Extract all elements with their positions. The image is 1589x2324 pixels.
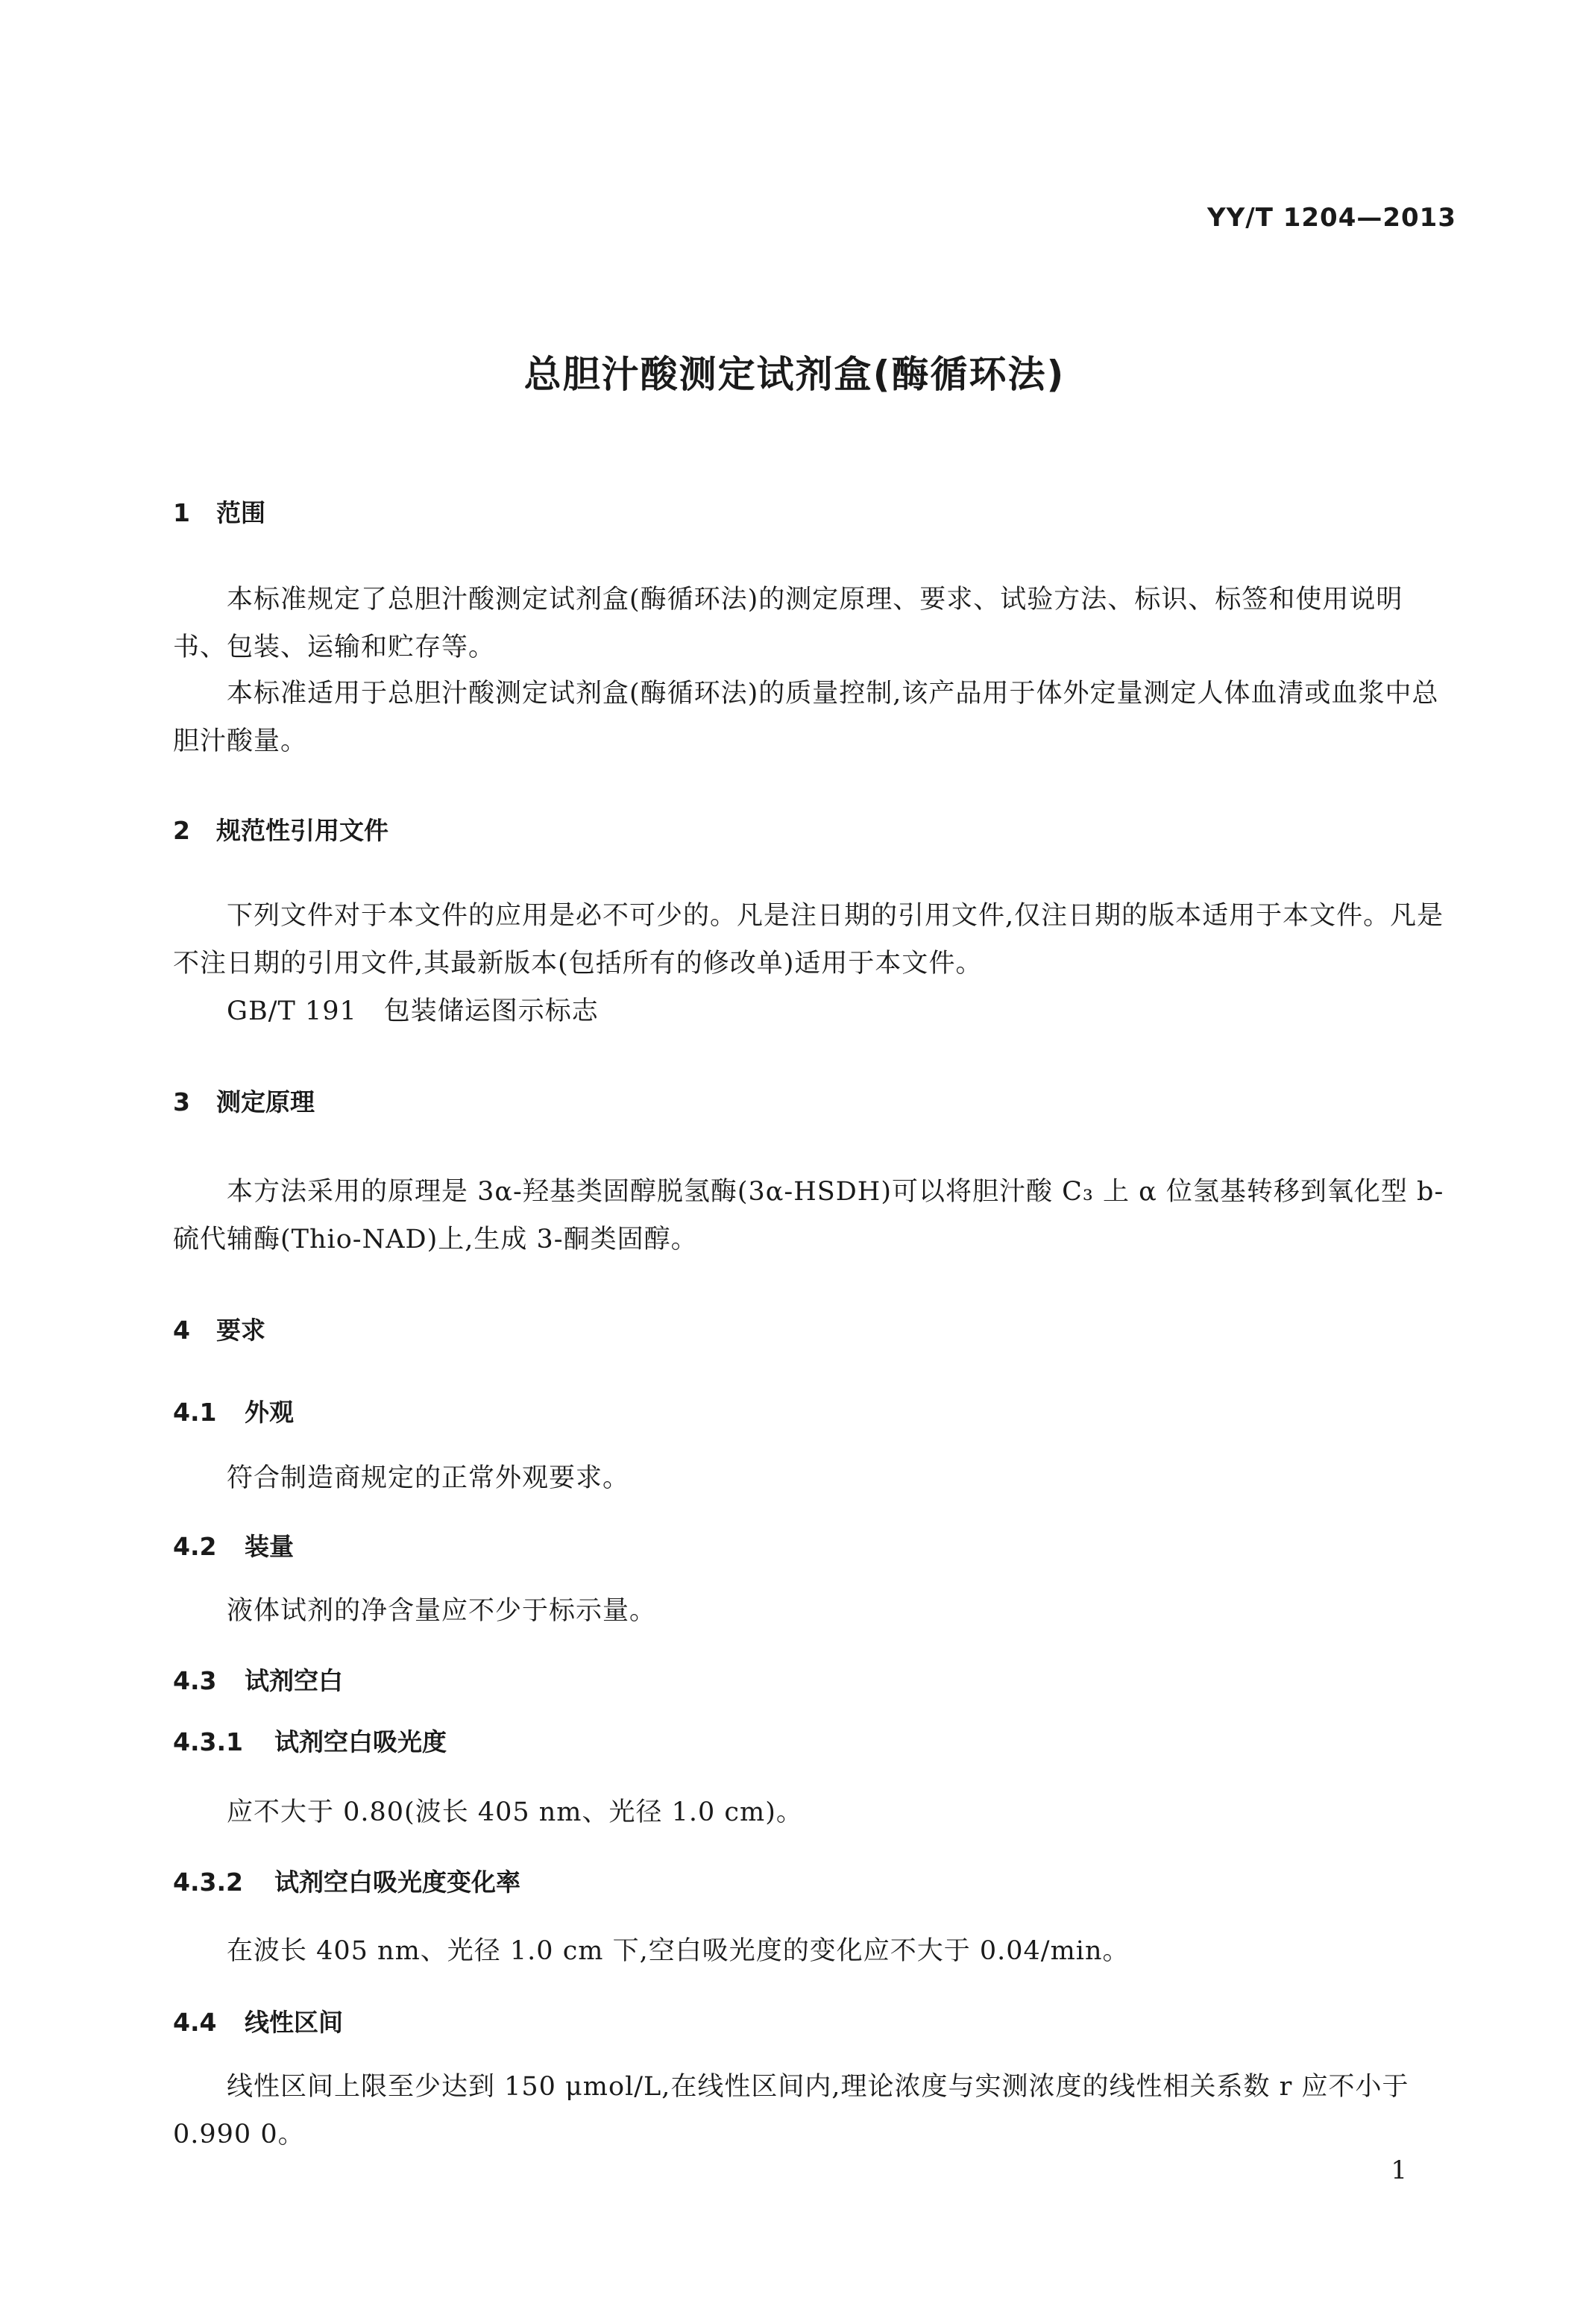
section-title: 试剂空白 bbox=[245, 1666, 343, 1695]
section-heading-4-2 bbox=[173, 1527, 294, 1563]
section-heading-3 bbox=[173, 1083, 315, 1118]
section-title: 要求 bbox=[216, 1316, 265, 1345]
document-title: 总胆汁酸测定试剂盒(酶循环法) bbox=[523, 353, 1066, 396]
section-number: 4.2 bbox=[173, 1532, 217, 1561]
paragraph-scope-1: 本标准规定了总胆汁酸测定试剂盒(酶循环法)的测定原理、要求、试验方法、标识、标签和使用说明书、包装、运输和贮存等。 bbox=[173, 585, 1403, 662]
section-number: 4.3.2 bbox=[173, 1868, 243, 1897]
paragraph-blank-absorbance: 应不大于 0.80(波长 405 nm、光径 1.0 cm)。 bbox=[227, 1797, 803, 1827]
reference-gbt191: GB/T 191 包装储运图示标志 bbox=[227, 996, 599, 1026]
section-heading-4-4 bbox=[173, 2003, 343, 2038]
section-number: 1 bbox=[173, 498, 190, 527]
section-number: 4.3 bbox=[173, 1666, 217, 1695]
section-heading-4-3 bbox=[173, 1662, 343, 1697]
standard-code: YY/T 1204—2013 bbox=[1207, 203, 1456, 233]
paragraph-scope-2: 本标准适用于总胆汁酸测定试剂盒(酶循环法)的质量控制,该产品用于体外定量测定人体血清或血浆中总胆汁酸量。 bbox=[173, 679, 1439, 756]
section-number: 4.1 bbox=[173, 1398, 217, 1427]
section-title: 测定原理 bbox=[216, 1087, 315, 1117]
section-heading-1 bbox=[173, 494, 265, 529]
paragraph-fill-volume: 液体试剂的净含量应不少于标示量。 bbox=[227, 1596, 657, 1626]
section-heading-4 bbox=[173, 1311, 265, 1346]
section-title: 外观 bbox=[245, 1398, 294, 1427]
section-title: 范围 bbox=[216, 498, 265, 527]
section-heading-4-3-2 bbox=[173, 1863, 520, 1898]
section-title: 装量 bbox=[245, 1532, 294, 1561]
section-number: 4.4 bbox=[173, 2008, 217, 2037]
section-number: 4 bbox=[173, 1316, 190, 1345]
section-title: 试剂空白吸光度 bbox=[274, 1727, 447, 1756]
section-number: 4.3.1 bbox=[173, 1727, 243, 1756]
section-title: 试剂空白吸光度变化率 bbox=[274, 1868, 520, 1897]
section-heading-2 bbox=[173, 811, 388, 847]
section-heading-4-3-1 bbox=[173, 1723, 447, 1758]
section-title: 线性区间 bbox=[245, 2008, 343, 2037]
paragraph-appearance: 符合制造商规定的正常外观要求。 bbox=[227, 1463, 630, 1493]
section-number: 2 bbox=[173, 816, 190, 845]
paragraph-principle: 本方法采用的原理是 3α-羟基类固醇脱氢酶(3α-HSDH)可以将胆汁酸 C₃ 上 α 位氢基转移到氧化型 b-硫代辅酶(Thio-NAD)上,生成 3-酮类固醇。 bbox=[173, 1177, 1444, 1254]
paragraph-blank-rate: 在波长 405 nm、光径 1.0 cm 下,空白吸光度的变化应不大于 0.04/min。 bbox=[227, 1936, 1130, 1966]
section-heading-4-1 bbox=[173, 1393, 294, 1428]
section-number: 3 bbox=[173, 1087, 190, 1117]
page-number: 1 bbox=[1391, 2155, 1407, 2185]
paragraph-linearity: 线性区间上限至少达到 150 μmol/L,在线性区间内,理论浓度与实测浓度的线性相关系数 r 应不小于 0.990 0。 bbox=[173, 2072, 1409, 2149]
paragraph-normative-refs: 下列文件对于本文件的应用是必不可少的。凡是注日期的引用文件,仅注日期的版本适用于本文件。凡是不注日期的引用文件,其最新版本(包括所有的修改单)适用于本文件。 bbox=[173, 901, 1444, 979]
section-title: 规范性引用文件 bbox=[216, 816, 388, 845]
